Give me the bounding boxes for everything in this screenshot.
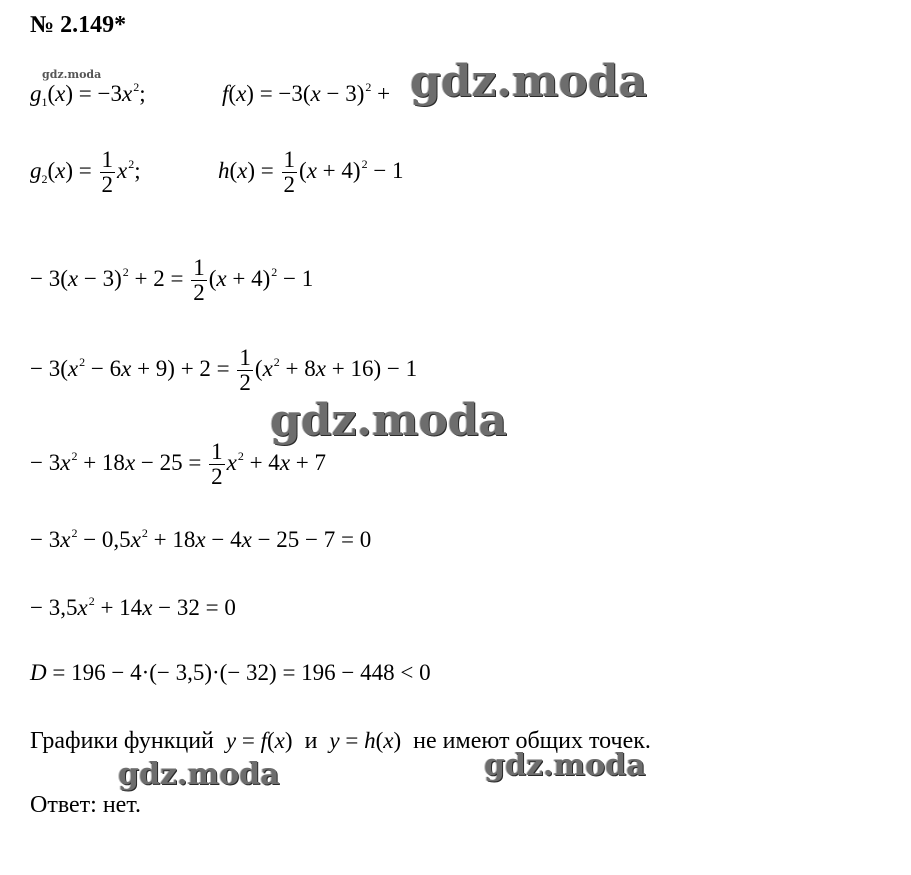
conclusion-prefix: Графики функций xyxy=(30,728,214,754)
formula-g1: $g_1(x) = -3x^2$; xyxy=(30,80,146,109)
equation-4: − $3x^2 - 0,5x^2 + 18x - 4x - 25 - 7 = 0$ xyxy=(30,526,372,552)
discriminant: D = 196 − 4·(− 3,5)·(− 32) = 196 − 448 < 0 xyxy=(30,660,431,685)
formula-g2: $g_2(x)$ = $\frac{1}{2}$ $x^2$; xyxy=(30,147,141,198)
equation-2: − $3(x^2 - 6x + 9) + 2$ = $\frac{1}{2}$ $(x^2 + 8x + 16) - 1$ xyxy=(30,345,418,396)
answer: Ответ: нет. xyxy=(30,792,141,818)
watermark-top: gdz.moda xyxy=(410,56,648,107)
conclusion-and: и xyxy=(304,728,318,754)
conclusion-y-eq-f: y = f(x) xyxy=(225,728,293,753)
equation-5: − $3,5x^2 + 14x - 32 = 0$ xyxy=(30,594,236,620)
watermark-bottom-right: gdz.moda xyxy=(484,748,646,783)
watermark-bottom-left: gdz.moda xyxy=(118,757,280,792)
conclusion-suffix: не имеют общих точек. xyxy=(413,728,651,754)
problem-number: № 2.149* xyxy=(30,12,127,38)
conclusion-y-eq-h: y = h(x) xyxy=(329,728,402,753)
formula-h: h(x) = $\frac{1}{2}$ $(x + 4)^2 - 1$ xyxy=(218,147,404,198)
equation-3: − $3x^2 + 18x - 25$ = $\frac{1}{2}$ $x^2 + 4x + 7$ xyxy=(30,439,327,490)
watermark-small: gdz.moda xyxy=(42,68,102,81)
equation-1: − $3(x - 3)^2 + 2$ = $\frac{1}{2}$ $(x + 4)^2 - 1$ xyxy=(30,255,314,306)
watermark-middle: gdz.moda xyxy=(270,395,508,446)
formula-f: $f(x) = -3(x - 3)^2$ + xyxy=(222,80,391,106)
